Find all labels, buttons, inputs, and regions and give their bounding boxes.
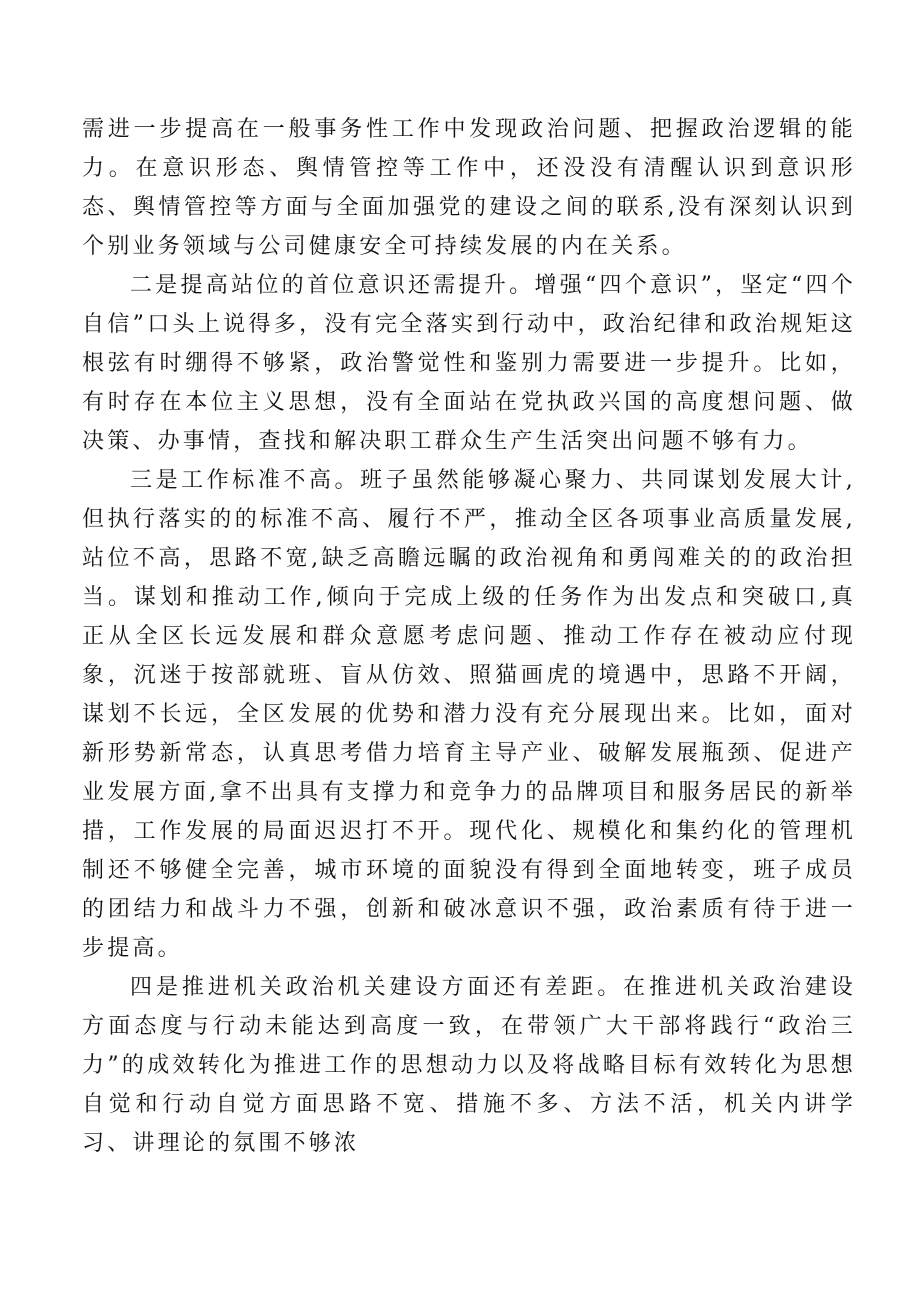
- paragraph-point-two: 二是提高站位的首位意识还需提升。增强“四个意识”，坚定“四个自信”口头上说得多，没有完全落实到行动中，政治纪律和政治规矩这根弦有时绷得不够紧，政治警觉性和鉴别力需要进一步提升。比如，有时存在本位主义思想，没有全面站在党执政兴国的高度想问题、做决策、办事情，查找和解决职工群众生产生活突出问题不够有力。: [82, 273, 856, 454]
- paragraph-point-three: 三是工作标准不高。班子虽然能够凝心聚力、共同谋划发展大计,但执行落实的的标准不高、履行不严，推动全区各项事业高质量发展,站位不高，思路不宽,缺乏高瞻远瞩的政治视角和勇闯难关的的政治担当。谋划和推动工作,倾向于完成上级的任务作为出发点和突破口,真正从全区长远发展和群众意愿考虑问题、推动工作存在被动应付现象，沉迷于按部就班、盲从仿效、照猫画虎的境遇中，思路不开阔，谋划不长远，全区发展的优势和潜力没有充分展现出来。比如，面对新形势新常态，认真思考借力培育主导产业、破解发展瓶颈、促进产业发展方面,拿不出具有支撑力和竞争力的品牌项目和服务居民的新举措，工作发展的局面迟迟打不开。现代化、规模化和集约化的管理机制还不够健全完善，城市环境的面貌没有得到全面地转变，班子成员的团结力和战斗力不强，创新和破冰意识不强，政治素质有待于进一步提高。: [82, 468, 856, 961]
- paragraph-continuation: 需进一步提高在一般事务性工作中发现政治问题、把握政治逻辑的能力。在意识形态、舆情管控等工作中，还没没有清醒认识到意识形态、舆情管控等方面与全面加强党的建设之间的联系,没有深刻认识到个别业务领域与公司健康安全可持续发展的内在关系。: [82, 117, 856, 259]
- document-body: [82, 110, 856, 1163]
- paragraph-point-four: 四是推进机关政治机关建设方面还有差距。在推进机关政治建设方面态度与行动未能达到高度一致，在带领广大干部将践行“政治三力”的成效转化为推进工作的思想动力以及将战略目标有效转化为思想自觉和行动自觉方面思路不宽、措施不多、方法不活，机关内讲学习、讲理论的氛围不够浓: [82, 975, 856, 1156]
